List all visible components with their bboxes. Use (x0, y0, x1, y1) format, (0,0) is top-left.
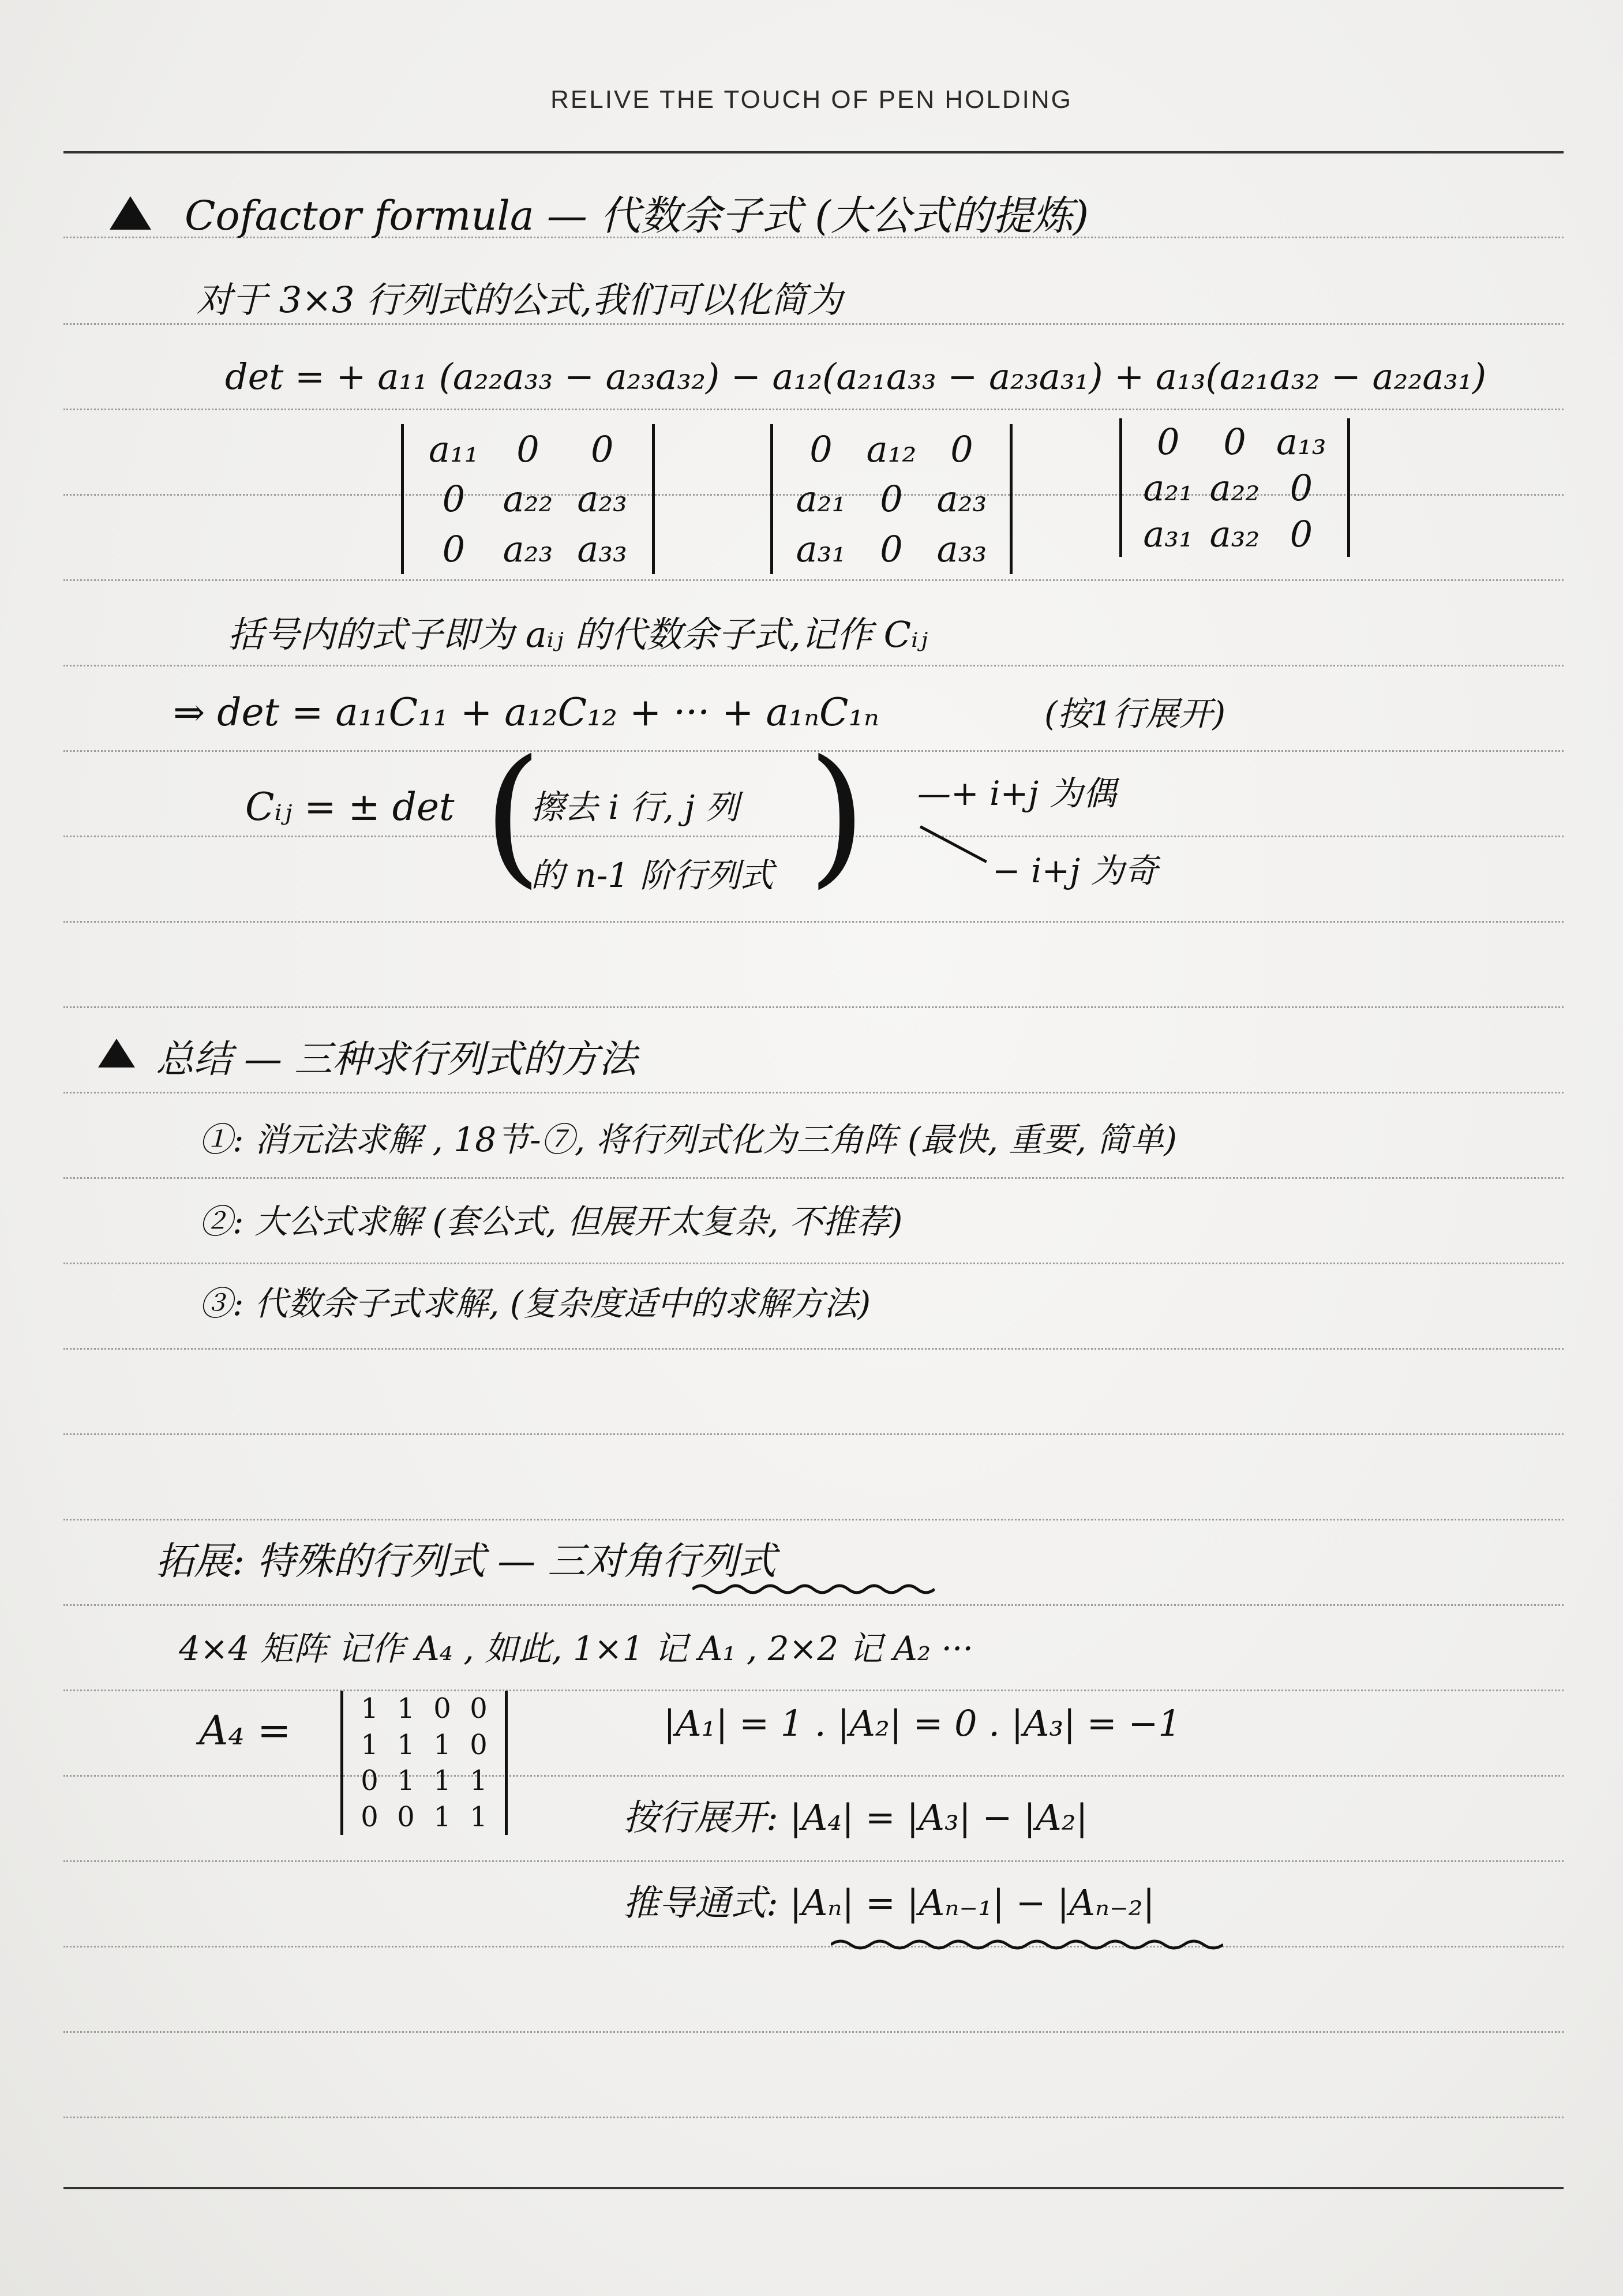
matrix-term-1 (401, 424, 655, 574)
section2-title: 总结 — 三种求行列式的方法 (156, 1037, 637, 1081)
base-values: |A₁| = 1 . |A₂| = 0 . |A₃| = −1 (664, 1702, 1181, 1744)
ruled-line (63, 1348, 1564, 1350)
ruled-line (63, 1092, 1564, 1093)
section1-title: Cofactor formula — 代数余子式 (大公式的提炼) (185, 192, 1089, 239)
matrix-cell: a₁₁ (428, 428, 479, 470)
top-rule (63, 151, 1564, 153)
matrix-cell: a₁₂ (866, 428, 917, 470)
section1-intro: 对于 3×3 行列式的公式,我们可以化简为 (196, 279, 842, 321)
matrix-cell: a₃₁ (1143, 512, 1193, 555)
matrix-cell: 1 (361, 1692, 378, 1725)
matrix-cell: 1 (433, 1728, 451, 1761)
triangle-bullet-icon (110, 196, 151, 230)
matrix-cell: 0 (880, 478, 903, 520)
ruled-line (63, 409, 1564, 410)
matrix-cell: a₂₁ (796, 478, 846, 520)
method-item-2: ②: 大公式求解 (套公式, 但展开太复杂, 不推荐) (199, 1202, 903, 1241)
matrix-cell: 0 (1290, 512, 1313, 555)
matrix-cell: 0 (361, 1765, 378, 1797)
matrix-cell: a₂₂ (1209, 466, 1260, 509)
sign-minus: − i+j 为奇 (992, 851, 1158, 890)
matrix-term-3 (1119, 418, 1350, 557)
ruled-line (63, 1177, 1564, 1179)
ruled-line (63, 579, 1564, 581)
sign-plus: —+ i+j 为偶 (917, 774, 1116, 813)
ruled-line (63, 1775, 1564, 1777)
matrix-cell: 1 (433, 1800, 451, 1833)
bracket-note: 括号内的式子即为 aᵢⱼ 的代数余子式,记作 Cᵢⱼ (228, 613, 928, 656)
ruled-line (63, 1604, 1564, 1606)
matrix-cell: a₃₃ (577, 528, 627, 571)
det-formula: det = + a₁₁ (a₂₂a₃₃ − a₂₃a₃₂) − a₁₂(a₂₁a₃₃ − a₂₃a₃₁) + a₁₃(a₂₁a₃₂ − a₂₂a₃₁) (225, 355, 1487, 398)
bottom-rule (63, 2187, 1564, 2189)
ruled-line (63, 1006, 1564, 1008)
cij-inner-1: 擦去 i 行, j 列 (531, 788, 739, 827)
matrix-term-2 (770, 424, 1013, 574)
ruled-line (63, 665, 1564, 666)
right-paren: ) (808, 728, 867, 902)
matrix-cell: 1 (470, 1800, 488, 1833)
matrix-cell: 0 (516, 428, 539, 470)
matrix-cell: a₂₃ (936, 478, 987, 520)
page-header: RELIVE THE TOUCH OF PEN HOLDING (550, 85, 1073, 114)
ruled-line (63, 1860, 1564, 1862)
matrix-cell: 0 (470, 1692, 488, 1725)
ruled-line (63, 2031, 1564, 2033)
expansion-note: (按1行展开) (1044, 694, 1226, 733)
matrix-cell: 1 (361, 1728, 378, 1761)
matrix-cell: 0 (442, 528, 466, 571)
matrix-cell: 0 (880, 528, 903, 571)
matrix-cell: 1 (397, 1728, 415, 1761)
ruled-line (63, 2117, 1564, 2118)
matrix-cell: a₃₂ (1209, 512, 1260, 555)
recurrence: 推导通式: |Aₙ| = |Aₙ₋₁| − |Aₙ₋₂| (623, 1882, 1155, 1924)
branch-line (920, 825, 987, 863)
ruled-line (63, 1690, 1564, 1691)
matrix-cell: a₂₃ (503, 528, 553, 571)
a4-label: A₄ = (199, 1707, 291, 1754)
method-item-1: ①: 消元法求解 , 18节-⑦, 将行列式化为三角阵 (最快, 重要, 简单) (199, 1120, 1178, 1159)
cij-lhs: Cᵢⱼ = ± det (245, 785, 455, 829)
matrix-cell: 0 (809, 428, 833, 470)
matrix-cell: 0 (397, 1800, 415, 1833)
triangle-bullet-icon (98, 1039, 135, 1068)
section3-intro: 4×4 矩阵 记作 A₄ , 如此, 1×1 记 A₁ , 2×2 记 A₂ ··· (179, 1629, 973, 1668)
row-expand: 按行展开: |A₄| = |A₃| − |A₂| (623, 1796, 1088, 1838)
ruled-line (63, 323, 1564, 325)
a4-matrix (340, 1691, 508, 1835)
ruled-line (63, 1263, 1564, 1264)
matrix-cell: 0 (442, 478, 466, 520)
matrix-cell: a₃₃ (936, 528, 987, 571)
matrix-cell: a₃₁ (796, 528, 846, 571)
matrix-cell: 0 (1290, 466, 1313, 509)
matrix-cell: 0 (1223, 420, 1246, 463)
left-paren: ( (483, 728, 542, 902)
matrix-cell: a₁₃ (1276, 420, 1326, 463)
matrix-cell: 0 (590, 428, 614, 470)
ruled-line (63, 1946, 1564, 1947)
matrix-cell: 0 (950, 428, 973, 470)
matrix-cell: 1 (397, 1692, 415, 1725)
matrix-cell: 0 (470, 1728, 488, 1761)
matrix-cell: a₂₂ (503, 478, 553, 520)
matrix-cell: a₂₃ (577, 478, 627, 520)
wavy-underline (692, 1582, 935, 1596)
matrix-cell: 0 (361, 1800, 378, 1833)
section3-title: 拓展: 特殊的行列式 — 三对角行列式 (156, 1539, 777, 1583)
wavy-underline (831, 1938, 1223, 1952)
cij-inner-2: 的 n-1 阶行列式 (531, 856, 774, 895)
ruled-line (63, 1433, 1564, 1435)
matrix-cell: 1 (470, 1765, 488, 1797)
matrix-cell: 0 (1156, 420, 1180, 463)
ruled-line (63, 1519, 1564, 1520)
matrix-cell: 0 (433, 1692, 451, 1725)
matrix-cell: a₂₁ (1143, 466, 1193, 509)
matrix-cell: 1 (397, 1765, 415, 1797)
expansion-formula: ⇒ det = a₁₁C₁₁ + a₁₂C₁₂ + ··· + a₁ₙC₁ₙ (173, 690, 879, 735)
matrix-cell: 1 (433, 1765, 451, 1797)
ruled-line (63, 921, 1564, 923)
method-item-3: ③: 代数余子式求解, (复杂度适中的求解方法) (199, 1284, 871, 1323)
